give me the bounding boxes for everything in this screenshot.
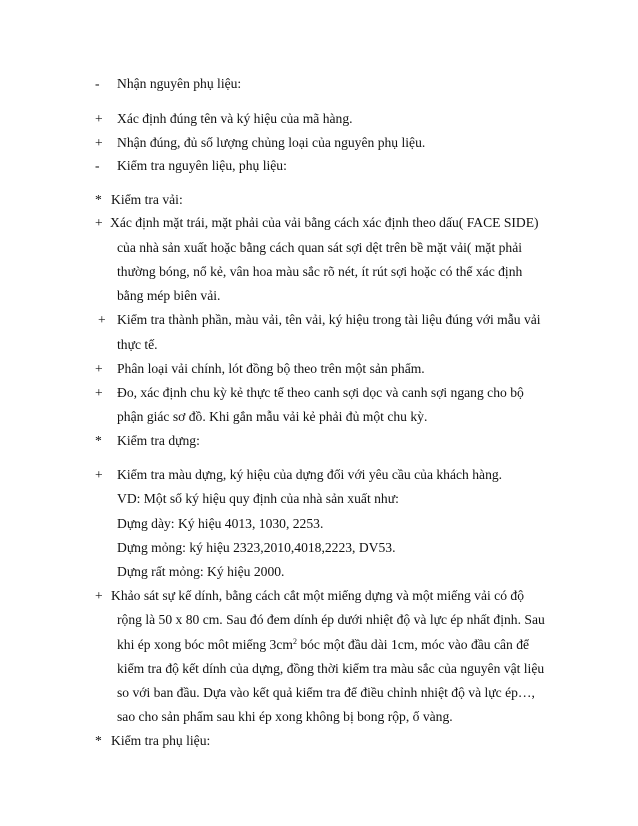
bullet-plus: + [95,361,103,376]
text-line: Kiểm tra dựng: [117,433,200,448]
text-line: phận giác sơ đồ. Khi gắn mẫu vải kẻ phải đủ một chu kỳ. [117,409,428,424]
bullet-plus: + [95,135,103,150]
bullet-plus: + [95,215,103,230]
superscript: 2 [292,637,297,646]
text-line: Kiểm tra vải: [111,192,183,207]
text-line: Xác định đúng tên và ký hiệu của mã hàng. [117,111,353,126]
text-line: thường bóng, nổ kẻ, vân hoa màu sắc rõ nét, ít rút sợi hoặc có thể xác định [117,264,523,279]
text-line: Dựng dày: Ký hiệu 4013, 1030, 2253. [117,516,324,531]
text-line: của nhà sản xuất hoặc bằng cách quan sát sợi dệt trên bề mặt vải( mặt phải [117,240,523,255]
text-line: bằng mép biên vải. [117,288,221,303]
text-segment: bóc một đầu dài 1cm, móc vào đầu cân để [296,637,530,652]
bullet-plus: + [95,385,103,400]
text-segment: khi ép xong bóc môt miếng 3cm [117,637,293,652]
text-line: Dựng mỏng: ký hiệu 2323,2010,4018,2223, DV53. [117,540,396,555]
text-line: kiểm tra độ kết dính của dựng, đồng thời kiểm tra màu sắc của nguyên vật liệu [117,661,545,676]
text-line: Kiểm tra phụ liệu: [111,733,211,748]
text-line: Nhận đúng, đủ số lượng chủng loại của nguyên phụ liệu. [117,135,426,150]
text-line: Dựng rất mỏng: Ký hiệu 2000. [117,564,285,579]
text-line: Kiểm tra thành phần, màu vải, tên vải, ký hiệu trong tài liệu đúng với mẫu vải [117,312,541,327]
bullet-star: * [95,192,102,207]
text-line: VD: Một số ký hiệu quy định của nhà sản xuất như: [117,491,399,506]
bullet-dash: - [95,76,100,91]
text-line: Kiểm tra màu dựng, ký hiệu của dựng đối với yêu cầu của khách hàng. [117,467,503,482]
bullet-plus: + [95,588,103,603]
bullet-star: * [95,433,102,448]
text-line: sao cho sản phẩm sau khi ép xong không bị bong rộp, ố vàng. [117,709,453,724]
text-line: Khảo sát sự kế dính, bằng cách cắt một miếng dựng và một miếng vải có độ [111,588,525,603]
text-line: Xác định mặt trái, mặt phải của vải bằng cách xác định theo dấu( FACE SIDE) [110,215,539,230]
text-line: Nhận nguyên phụ liệu: [117,76,242,91]
bullet-plus: + [98,312,106,327]
bullet-plus: + [95,467,103,482]
text-line: thực tế. [117,337,158,352]
text-line: Đo, xác định chu kỳ kẻ thực tế theo canh sợi dọc và canh sợi ngang cho bộ [117,385,524,400]
text-line: Phân loại vải chính, lót đồng bộ theo trên một sản phẩm. [117,361,425,376]
bullet-star: * [95,733,102,748]
text-line: rộng là 50 x 80 cm. Sau đó đem dính ép dưới nhiệt độ và lực ép nhất định. Sau [117,612,545,627]
bullet-plus: + [95,111,103,126]
text-line: so với ban đầu. Dựa vào kết quả kiểm tra để điều chỉnh nhiệt độ và lực ép…, [117,685,535,700]
bullet-dash: - [95,158,100,173]
text-line: Kiểm tra nguyên liệu, phụ liệu: [117,158,287,173]
text-line [117,637,529,653]
